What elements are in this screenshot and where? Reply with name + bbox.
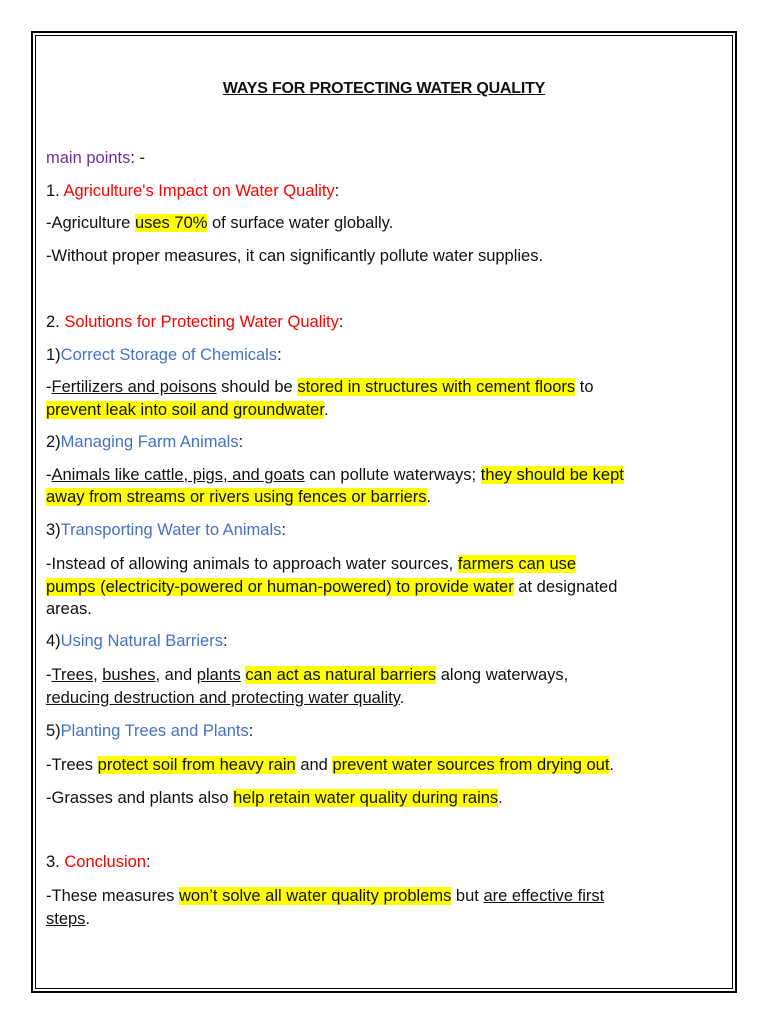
text-run: -These measures — [46, 887, 179, 905]
text-run: to — [575, 378, 594, 396]
subsection-3-line-1 — [46, 553, 726, 576]
section-3-line-1 — [46, 885, 726, 908]
section-3-colon: : — [146, 853, 151, 871]
section-2-number: 2. — [46, 313, 65, 331]
text-run: . — [609, 756, 615, 774]
subsection-3-heading — [46, 519, 726, 542]
section-1-paragraph-1 — [46, 212, 726, 235]
highlighted-text: they should be kept — [480, 466, 624, 484]
text-run: . — [323, 401, 329, 419]
subsection-1-heading — [46, 344, 726, 367]
subsection-4-title: Using Natural Barriers — [60, 632, 223, 650]
underlined-text: Animals like cattle, pigs, and goats — [51, 466, 305, 484]
subsection-colon: : — [222, 632, 228, 650]
text-run: - — [46, 466, 52, 484]
subsection-2-line-2 — [46, 486, 726, 509]
subsection-1-title: Correct Storage of Chemicals — [60, 346, 278, 364]
subsection-colon: : — [238, 433, 244, 451]
text-run: at designated — [513, 578, 618, 596]
highlighted-text: stored in structures with cement floors — [297, 378, 576, 396]
text-run: - — [46, 666, 52, 684]
text-run: and — [295, 756, 333, 774]
subsection-2-title: Managing Farm Animals — [60, 433, 239, 451]
section-2-title: Solutions for Protecting Water Quality — [64, 313, 339, 331]
subsection-number: 3) — [46, 521, 61, 539]
section-3-number: 3. — [46, 853, 65, 871]
page-border-inner — [35, 35, 733, 989]
text-run: -Grasses and plants also — [46, 789, 234, 807]
text-run: , — [93, 666, 103, 684]
subsection-5-paragraph-2 — [46, 787, 726, 810]
text-run: -Agriculture — [46, 214, 135, 232]
section-3-heading — [46, 851, 726, 874]
subsection-colon: : — [281, 521, 286, 539]
section-2-heading — [46, 311, 726, 334]
subsection-1-line-2 — [46, 399, 726, 422]
highlighted-text: prevent water sources from drying out — [332, 756, 610, 774]
underlined-text: Trees — [51, 666, 94, 684]
subsection-4-line-2 — [46, 687, 726, 710]
underlined-text: bushes — [102, 666, 156, 684]
text-run: . — [399, 689, 405, 707]
highlighted-text: pumps (electricity-powered or human-powered) to provide water — [46, 578, 514, 596]
highlighted-text: won’t solve all water quality problems — [178, 887, 452, 905]
subsection-number: 1) — [46, 346, 61, 364]
section-3-line-2 — [46, 908, 726, 931]
text-run: . — [498, 789, 503, 807]
underlined-text: Fertilizers and poisons — [51, 378, 217, 396]
section-1-heading — [46, 180, 726, 203]
text-run: , and — [155, 666, 197, 684]
text-run: along waterways, — [436, 666, 569, 684]
subsection-2-line-1 — [46, 464, 726, 487]
highlighted-text: help retain water quality during rains — [233, 789, 499, 807]
text-run: . — [426, 488, 432, 506]
text-run: -Instead of allowing animals to approach water sources, — [46, 555, 458, 573]
text-run: should be — [216, 378, 298, 396]
subsection-5-title: Planting Trees and Plants — [60, 722, 249, 740]
highlighted-text: protect soil from heavy rain — [97, 756, 296, 774]
subsection-number: 5) — [46, 722, 61, 740]
subsection-number: 4) — [46, 632, 61, 650]
text-run: - — [46, 378, 52, 396]
section-1-colon: : — [334, 182, 340, 200]
highlighted-text: prevent leak into soil and groundwater — [46, 401, 324, 419]
subsection-4-line-1 — [46, 664, 726, 687]
main-points-label: main points — [46, 149, 131, 167]
section-1-number: 1. — [46, 182, 64, 200]
subsection-2-heading — [46, 431, 726, 454]
section-2-colon: : — [338, 313, 344, 331]
text-run: . — [85, 910, 91, 928]
highlighted-text: farmers can use — [457, 555, 577, 573]
underlined-text: reducing destruction and protecting water quality — [46, 689, 400, 707]
underlined-text: are effective first — [483, 887, 605, 905]
document-title: WAYS FOR PROTECTING WATER QUALITY — [222, 80, 546, 97]
subsection-number: 2) — [46, 433, 61, 451]
text-run: of surface water globally. — [207, 214, 394, 232]
text-run: -Trees — [46, 756, 98, 774]
section-1-paragraph-2: -Without proper measures, it can significantly pollute water supplies. — [46, 247, 544, 265]
highlighted-text: away from streams or rivers using fences or barriers — [46, 488, 427, 506]
main-points-suffix: : - — [130, 149, 146, 167]
highlighted-text: uses 70% — [134, 214, 208, 232]
section-1-title: Agriculture's Impact on Water Quality — [63, 182, 335, 200]
underlined-text: steps — [46, 910, 86, 928]
subsection-5-paragraph-1 — [46, 754, 726, 777]
section-3-title: Conclusion — [64, 853, 146, 871]
text-run: but — [451, 887, 484, 905]
subsection-3-title: Transporting Water to Animals — [60, 521, 282, 539]
subsection-colon: : — [248, 722, 254, 740]
highlighted-text: can act as natural barriers — [245, 666, 437, 684]
subsection-3-line-3: areas. — [46, 600, 92, 618]
text-run: can pollute waterways; — [304, 466, 481, 484]
subsection-1-line-1 — [46, 376, 726, 399]
underlined-text: plants — [196, 666, 241, 684]
subsection-5-heading — [46, 720, 726, 743]
main-points-line — [46, 147, 726, 170]
subsection-4-heading — [46, 630, 726, 653]
subsection-3-line-2 — [46, 576, 726, 599]
subsection-colon: : — [277, 346, 282, 364]
